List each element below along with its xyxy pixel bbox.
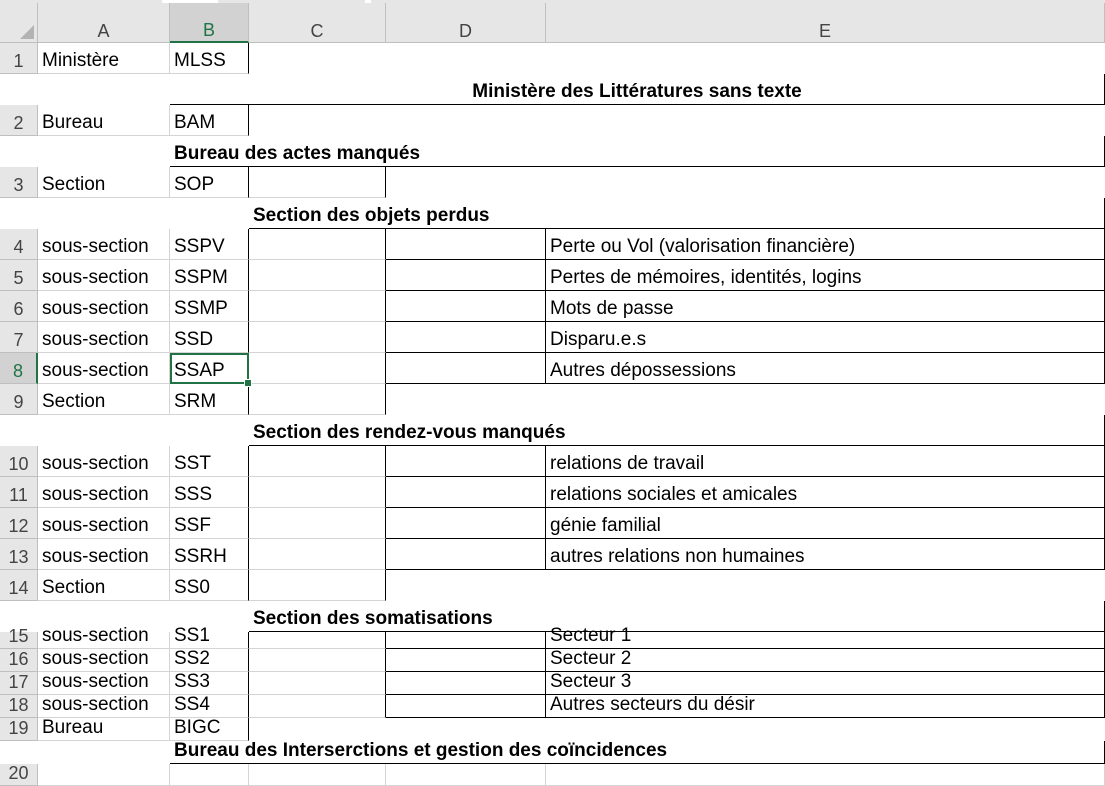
cell-c[interactable] bbox=[249, 632, 386, 649]
bureau-cell[interactable]: Bureau des actes manqués bbox=[170, 136, 1105, 167]
section-cell[interactable]: Section des somatisations bbox=[249, 601, 1105, 632]
cell-b[interactable]: BAM bbox=[170, 105, 249, 136]
cell-a[interactable]: sous-section bbox=[38, 353, 170, 384]
cell-c[interactable] bbox=[249, 322, 386, 353]
column-header-b[interactable]: B bbox=[170, 3, 249, 43]
cell-b[interactable]: SSPV bbox=[170, 229, 249, 260]
cell-b[interactable]: SSRH bbox=[170, 539, 249, 570]
select-all-triangle-icon bbox=[20, 25, 34, 39]
cell-b[interactable]: SSAP bbox=[170, 353, 249, 384]
cell-c[interactable] bbox=[249, 672, 386, 695]
cell-a[interactable]: sous-section bbox=[38, 672, 170, 695]
cell-c[interactable] bbox=[249, 353, 386, 384]
row-header[interactable]: 13 bbox=[0, 539, 38, 570]
cell-a[interactable]: Section bbox=[38, 570, 170, 601]
column-header-e[interactable]: E bbox=[546, 3, 1105, 43]
cell-c[interactable] bbox=[249, 260, 386, 291]
cell-c[interactable] bbox=[249, 384, 386, 415]
section-cell[interactable]: Section des objets perdus bbox=[249, 198, 1105, 229]
cell-c[interactable] bbox=[249, 649, 386, 672]
subsection-cell[interactable]: Secteur 1 bbox=[546, 632, 1105, 649]
cell-a[interactable]: sous-section bbox=[38, 446, 170, 477]
cell-c[interactable] bbox=[249, 477, 386, 508]
row-header[interactable]: 9 bbox=[0, 384, 38, 415]
cell-a[interactable]: Section bbox=[38, 384, 170, 415]
cell-b[interactable]: SRM bbox=[170, 384, 249, 415]
cell-b[interactable]: SS3 bbox=[170, 672, 249, 695]
cell-a[interactable]: sous-section bbox=[38, 649, 170, 672]
row-header[interactable]: 3 bbox=[0, 167, 38, 198]
subsection-cell[interactable]: Pertes de mémoires, identités, logins bbox=[546, 260, 1105, 291]
row-header[interactable]: 4 bbox=[0, 229, 38, 260]
cell-b[interactable]: SS4 bbox=[170, 695, 249, 718]
cell-c[interactable] bbox=[249, 446, 386, 477]
cell-b[interactable]: BIGC bbox=[170, 718, 249, 741]
cell-a[interactable]: sous-section bbox=[38, 322, 170, 353]
row-header[interactable]: 20 bbox=[0, 764, 38, 786]
cell-b[interactable]: SSMP bbox=[170, 291, 249, 322]
cell-b[interactable]: SSS bbox=[170, 477, 249, 508]
cell-b[interactable]: SST bbox=[170, 446, 249, 477]
subsection-cell[interactable]: Autres secteurs du désir bbox=[546, 695, 1105, 718]
cell-d[interactable] bbox=[386, 477, 546, 508]
cell-c[interactable] bbox=[249, 229, 386, 260]
row-header[interactable]: 16 bbox=[0, 649, 38, 672]
cell-a[interactable]: Bureau bbox=[38, 718, 170, 741]
subsection-cell[interactable]: Disparu.e.s bbox=[546, 322, 1105, 353]
cell-c[interactable] bbox=[249, 764, 386, 786]
cell-a[interactable] bbox=[38, 764, 170, 786]
cell-d[interactable] bbox=[386, 446, 546, 477]
cell-a[interactable]: sous-section bbox=[38, 539, 170, 570]
row-header[interactable]: 7 bbox=[0, 322, 38, 353]
cell-a[interactable]: sous-section bbox=[38, 477, 170, 508]
row-header[interactable]: 6 bbox=[0, 291, 38, 322]
merged-title-cell[interactable]: Ministère des Littératures sans texte bbox=[170, 74, 1105, 105]
cell-b[interactable]: SSPM bbox=[170, 260, 249, 291]
cell-c[interactable] bbox=[249, 570, 386, 601]
row-header[interactable]: 11 bbox=[0, 477, 38, 508]
row-header[interactable]: 10 bbox=[0, 446, 38, 477]
cell-d[interactable] bbox=[386, 229, 546, 260]
subsection-cell[interactable]: Perte ou Vol (valorisation financière) bbox=[546, 229, 1105, 260]
row-header[interactable]: 8 bbox=[0, 353, 38, 384]
subsection-cell[interactable]: Mots de passe bbox=[546, 291, 1105, 322]
row-header[interactable]: 19 bbox=[0, 718, 38, 741]
cell-b[interactable]: SOP bbox=[170, 167, 249, 198]
cell-a[interactable]: Section bbox=[38, 167, 170, 198]
row-header[interactable]: 15 bbox=[0, 632, 38, 649]
cell-b[interactable] bbox=[170, 764, 249, 786]
cell-a[interactable]: Bureau bbox=[38, 105, 170, 136]
cell-d[interactable] bbox=[386, 695, 546, 718]
cell-d[interactable] bbox=[386, 260, 546, 291]
row-header[interactable]: 1 bbox=[0, 43, 38, 74]
bureau-cell[interactable]: Bureau des Interserctions et gestion des coïncidences bbox=[170, 741, 1105, 764]
cell-b[interactable]: MLSS bbox=[170, 43, 249, 74]
section-cell[interactable]: Section des rendez-vous manqués bbox=[249, 415, 1105, 446]
cell-a[interactable]: sous-section bbox=[38, 508, 170, 539]
subsection-cell[interactable]: autres relations non humaines bbox=[546, 539, 1105, 570]
cell-a[interactable]: Ministère bbox=[38, 43, 170, 74]
row-header[interactable]: 2 bbox=[0, 105, 38, 136]
cell-a[interactable]: sous-section bbox=[38, 229, 170, 260]
column-header-d[interactable]: D bbox=[386, 3, 546, 43]
subsection-cell[interactable]: relations de travail bbox=[546, 446, 1105, 477]
cell-c[interactable] bbox=[249, 508, 386, 539]
cell-d[interactable] bbox=[386, 764, 546, 786]
column-header-c[interactable]: C bbox=[249, 3, 386, 43]
cell-b[interactable]: SSF bbox=[170, 508, 249, 539]
cell-d[interactable] bbox=[386, 508, 546, 539]
subsection-cell[interactable]: Secteur 2 bbox=[546, 649, 1105, 672]
cell-c[interactable] bbox=[249, 695, 386, 718]
cell-a[interactable]: sous-section bbox=[38, 632, 170, 649]
subsection-cell[interactable]: Secteur 3 bbox=[546, 672, 1105, 695]
row-header[interactable]: 12 bbox=[0, 508, 38, 539]
cell-b[interactable]: SS2 bbox=[170, 649, 249, 672]
cell-a[interactable]: sous-section bbox=[38, 260, 170, 291]
cell-a[interactable]: sous-section bbox=[38, 291, 170, 322]
cell-d[interactable] bbox=[386, 649, 546, 672]
subsection-cell[interactable]: relations sociales et amicales bbox=[546, 477, 1105, 508]
cell-d[interactable] bbox=[386, 353, 546, 384]
row-header[interactable]: 18 bbox=[0, 695, 38, 718]
column-header-a[interactable]: A bbox=[38, 3, 170, 43]
select-all-corner[interactable] bbox=[0, 3, 38, 43]
cell-d[interactable] bbox=[386, 539, 546, 570]
cell-d[interactable] bbox=[386, 672, 546, 695]
cell-c[interactable] bbox=[249, 539, 386, 570]
cell-d[interactable] bbox=[386, 632, 546, 649]
subsection-cell[interactable]: génie familial bbox=[546, 508, 1105, 539]
cell-e[interactable] bbox=[546, 764, 1105, 786]
cell-b[interactable]: SS0 bbox=[170, 570, 249, 601]
subsection-cell[interactable]: Autres dépossessions bbox=[546, 353, 1105, 384]
cell-b[interactable]: SS1 bbox=[170, 632, 249, 649]
cell-d[interactable] bbox=[386, 322, 546, 353]
row-header[interactable]: 17 bbox=[0, 672, 38, 695]
fill-handle[interactable] bbox=[244, 379, 252, 387]
row-header[interactable]: 5 bbox=[0, 260, 38, 291]
cell-d[interactable] bbox=[386, 291, 546, 322]
cell-a[interactable]: sous-section bbox=[38, 695, 170, 718]
cell-b[interactable]: SSD bbox=[170, 322, 249, 353]
cell-c[interactable] bbox=[249, 291, 386, 322]
cell-c[interactable] bbox=[249, 167, 386, 198]
row-header[interactable]: 14 bbox=[0, 570, 38, 601]
